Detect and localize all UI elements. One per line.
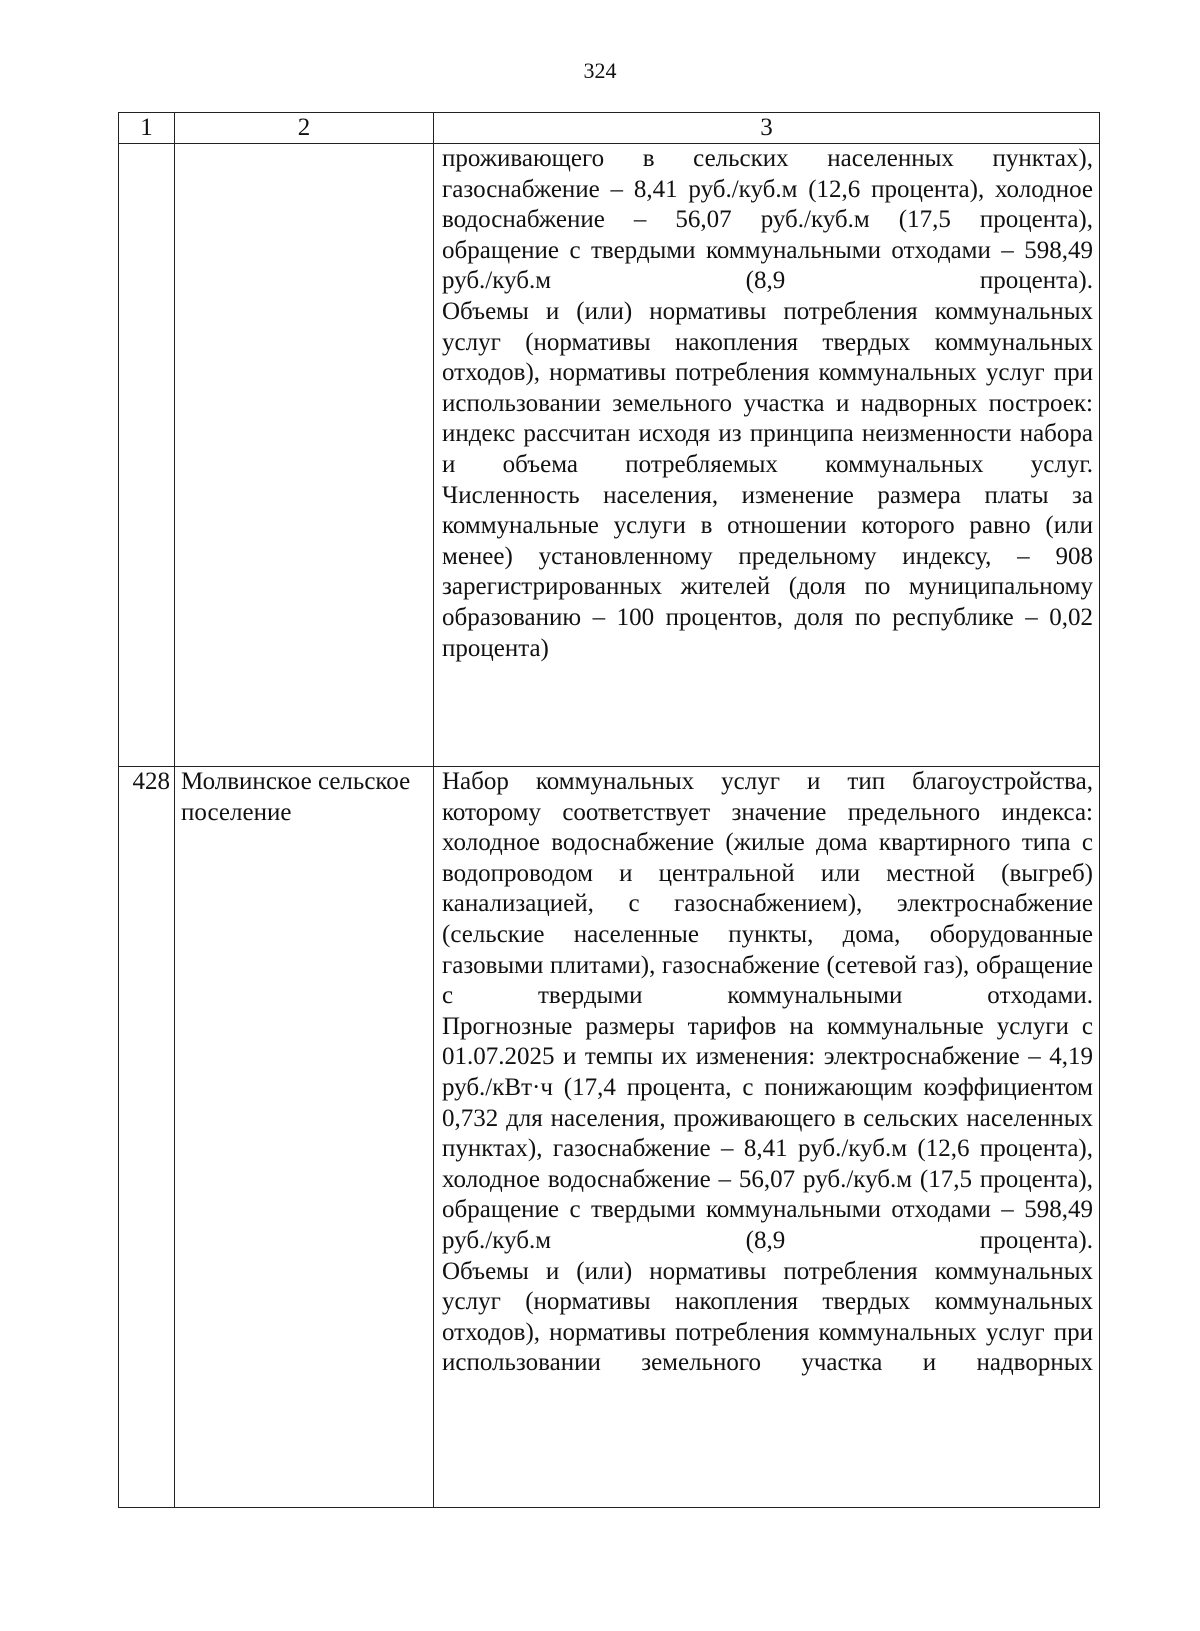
row-number-cell: 428	[119, 767, 175, 1508]
table-row-428	[119, 767, 1100, 1508]
column-header-number: 1	[119, 113, 175, 144]
description-paragraph: Набор коммунальных услуг и тип благоустройства, которому соответствует значение предельного индекса: холодное водоснабжение (жилые дома квартирного типа с водопроводом и центральной или местной (выгреб) канализацией, с газоснабжением), электроснабжение (сельские населенные пункты, дома, оборудованные газовыми плитами), газоснабжение (сетевой газ), обращение с твердыми коммунальными отходами.	[442, 768, 1093, 1010]
table-row-continuation	[119, 144, 1100, 767]
description-paragraph: Численность населения, изменение размера платы за коммунальные услуги в отношении которого равно (или менее) установленному предельному индексу, – 908 зарегистрированных жителей (доля по муниципальному образованию – 100 процентов, доля по республике – 0,02 процента)	[442, 481, 1093, 662]
description-paragraph: Прогнозные размеры тарифов на коммунальные услуги с 01.07.2025 и темпы их изменения: электроснабжение – 4,19 руб./кВт·ч (17,4 процента, с понижающим коэффициентом 0,732 для населения, проживающего в сельских населенных пунктах), газоснабжение – 8,41 руб./куб.м (12,6 процента), холодное водоснабжение – 56,07 руб./куб.м (17,5 процента), обращение с твердыми коммунальными отходами – 598,49 руб./куб.м (8,9 процента).	[442, 1012, 1093, 1254]
row-number-cell	[119, 144, 175, 767]
table-header-row	[119, 113, 1100, 144]
description-paragraph: Объемы и (или) нормативы потребления коммунальных услуг (нормативы накопления твердых коммунальных отходов), нормативы потребления коммунальных услуг при использовании земельного участка и надворных	[442, 1257, 1093, 1377]
column-header-description: 3	[434, 113, 1100, 144]
column-header-name: 2	[175, 113, 434, 144]
row-name-cell	[175, 144, 434, 767]
page-number: 324	[583, 58, 617, 83]
row-description-cell	[434, 144, 1100, 767]
description-paragraph: проживающего в сельских населенных пунктах), газоснабжение – 8,41 руб./куб.м (12,6 процента), холодное водоснабжение – 56,07 руб./куб.м (17,5 процента), обращение с твердыми коммунальными отходами – 598,49 руб./куб.м (8,9 процента).	[442, 145, 1093, 295]
description-paragraph: Объемы и (или) нормативы потребления коммунальных услуг (нормативы накопления твердых коммунальных отходов), нормативы потребления коммунальных услуг при использовании земельного участка и надворных построек: индекс рассчитан исходя из принципа неизменности набора и объема потребляемых коммунальных услуг.	[442, 297, 1093, 478]
document-table	[118, 112, 1100, 1508]
row-description-cell	[434, 767, 1100, 1508]
row-name-cell: Молвинское сельское поселение	[175, 767, 434, 1508]
